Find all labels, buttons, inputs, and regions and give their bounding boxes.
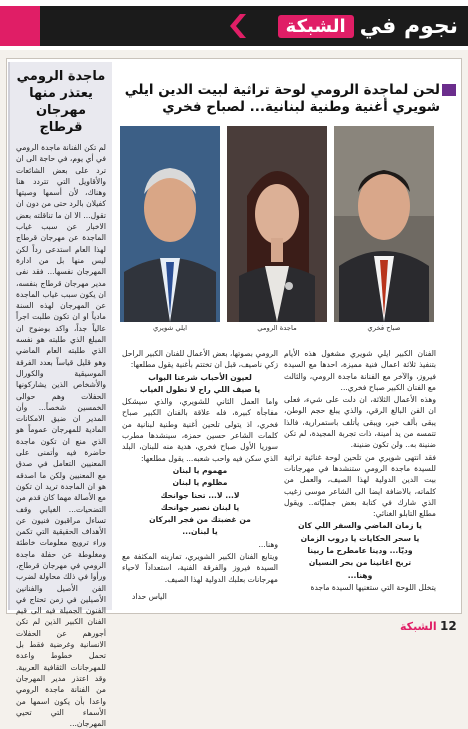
article-column-right [284,348,436,594]
author-signature: الياس حداد [132,591,167,601]
photo-caption: ايلي شويري [152,324,188,332]
section-title: نجوم في [359,13,458,39]
paragraph: يتخلل اللوحة التي ستغنيها السيدة ماجدة [310,582,436,592]
poem-line: وهنا... [347,570,373,580]
article-marker [442,84,456,96]
poem-line: يا لبنان... [182,527,218,537]
page-number: 12 [440,619,457,633]
article-title: لحن لماجدة الرومي لوحة تراثية لبيت الدين ايلي شويري أغنية وطنية لبنانية... لصباح فخري [124,82,440,115]
photo-caption: صباح فخري [367,324,401,332]
paragraph: الفنان الكبير ايلي شويري مشغول هذه الأيام بتنفيذ ثلاثة اعمال فنية مميزة، احدها مع السيدة فيروز، والآخر مع الفنانة ماجدة الرومي، والثالث مع الفنان الكبير صباح فخري... [284,349,436,392]
poem-line: من غضبتك من فجر البركان [149,515,251,525]
article-column-left [122,348,278,602]
photo-elie-choueiri [120,126,220,322]
header-bar [0,0,468,50]
poem-line: وديّا... ودينا عامطرح ما ربينا [307,546,413,556]
section-heading [278,10,458,42]
photo-strip [120,126,436,340]
poem-line: تربح اغانينا من بحر النسيان [308,558,412,568]
paragraph: فقد انتهى شويري من تلحين لوحة غنائية تراثية للسيدة ماجدة الرومي ستنشدها في مهرجانات بيت الدين الدولية لهذا الصيف، والعمل من كلماته، بالاضافة ايضا الى الشاعر موسى زغيب الذي شارك في كتابة بعض جمليّاته.. ويقول مطلع التابلو الغنائي: [284,452,436,519]
sidebar-body: لم تكن الفنانة ماجدة الرومي في أي يوم، في حاجة الى ان ترد على بعض الشائعات والأقاويل التي تتردد هنا وهناك، لأن أسمها وصيتها كفيلان بالرد حتى من دون ان تقول... الا ان ما تناقلته بعض الاخبار عن سبب غياب الماجدة عن مهرجان قرطاج لهذا العام استدعى رداً لكن ليس منها بل من ادارة المهرجان نفسها... فقد نفى مدير مهرجان قرطاج بنفسه، ان يكون سبب غياب الماجدة عن المهرجان لهذه السنة مادياً او ان تكون طلبت اجراً عالياً جداً، واكد بوضوح ان المبلغ الذي طلبته هو نفسه الذي طلبته العام الماضي وهو قليل قياساً بعدد الفرقة الموسيقية والكورال والأشخاص الذين يشاركونها الحفلات وهم حوالى الخمسين شخصاً... وأن المدير ان ضيق الامكانات المادية للمهرجان عموماً هو الذي منع ان تكون ماجدة حاضرة فيه وأتمنى على المعنيين التعامل في صدق مع المعنيين ولكن ما اصدقه هو ان الماجدة تريد ان تكون مع الأصالة مهما كان قدم من التضحيات... الغيابي وقف تساءل مراقبون فنيون عن الأهداف الحقيقية التي تكمن وراء ترويج معلومات خاطئة ومغلوطة عن حفلة ماجدة الرومي في مهرجان قرطاج، ورأوا في ذلك محاولة لضرب الفن الأصيل والفنانين الأصيلين في زمن تحتاج في الفنون الجميلة فيه الى قيم الفنان الكبير الذين لم تكن أجورهم عن الحفلات الانسانية وغرضية فقط بل تحمل خطوط واعدة للمهرجانات الثقافية العربية. وقد اعتذر مدير المهرجان من الفنانة ماجدة الرومي واعدا بأن يكون اسمها من الأسماء التي تحيي المهرجان... [16,143,106,729]
poem-line: يا لبنان نصير جوانحك [160,502,240,512]
paragraph: الرومي بصوتها، بعض الأعمال للفنان الكبير الراحل زكي ناصيف، قبل ان تختتم بأغنية يقول مطلعها: [122,349,278,370]
poem-line: لعيون الأحباب شرعنا البواب [148,372,252,382]
photo-sabah-fakhri [334,126,434,322]
magazine-logo: الشبكة [278,15,354,38]
poem-line: يا صيف اللي راح لا تطول الغياب [139,384,261,394]
poem-line: يا زمان الماضي والسفر اللي كان [298,521,422,531]
poem-line: يا سحر الحكايات يا دروب الزمان [300,533,420,543]
page-footer [0,616,468,640]
paragraph: وهذه الأعمال الثلاثة، ان دلت على شيء، فعلى ان الفن البالغ الرقي، والذي يبلغ حجم الوطن، يبقى بألف خير، ويبقى يأتلف باستمرارية، فالذا تتمسه من يد أمينة، ذات تجربة المجيدة، لم تكن ضنينة به.. ولن تكون ضنينة. [284,395,436,450]
footer-logo: الشبكة [400,620,437,633]
paragraph: ويتابع الفنان الكبير الشويري، تمارينه المكثفة مع السيدة فيروز والفرقة الفنية، استعداداً لاحياء مهرجانات بعلبك الدولية لهذا الصيف. [122,552,278,584]
poem-line: مهموم يا لبنان [172,465,228,475]
header-accent-tab [0,6,40,46]
paragraph: وهنا... [258,539,278,549]
chevron-left-icon [228,12,248,40]
photo-majida-el-roumi [227,126,327,322]
paragraph: واما العمل الثاني للشويري، والذي سيشكل مفاجأة كبيرة، فله علاقة بالفنان الكبير صباح فخري، اذ يتولى تلحين أغنية وطنية لبنانية من كلمات الشاعر حسين حمزة، سينشدها مطرب سوريا الأول صباح فخري، هدية منه للبنان، البلد الذي سكن فيه واحب شعبه... يقول مطلعها: [122,397,278,463]
sidebar-box [8,62,112,729]
poem-line: لا... لا... تحنا جوانحك [160,490,240,500]
poem-line: مظلوم يا لبنان [172,478,228,488]
photo-caption: ماجدة الرومي [257,324,297,332]
sidebar-headline: ماجدة الرومي يعتذر منها مهرجان قرطاج [16,69,106,135]
